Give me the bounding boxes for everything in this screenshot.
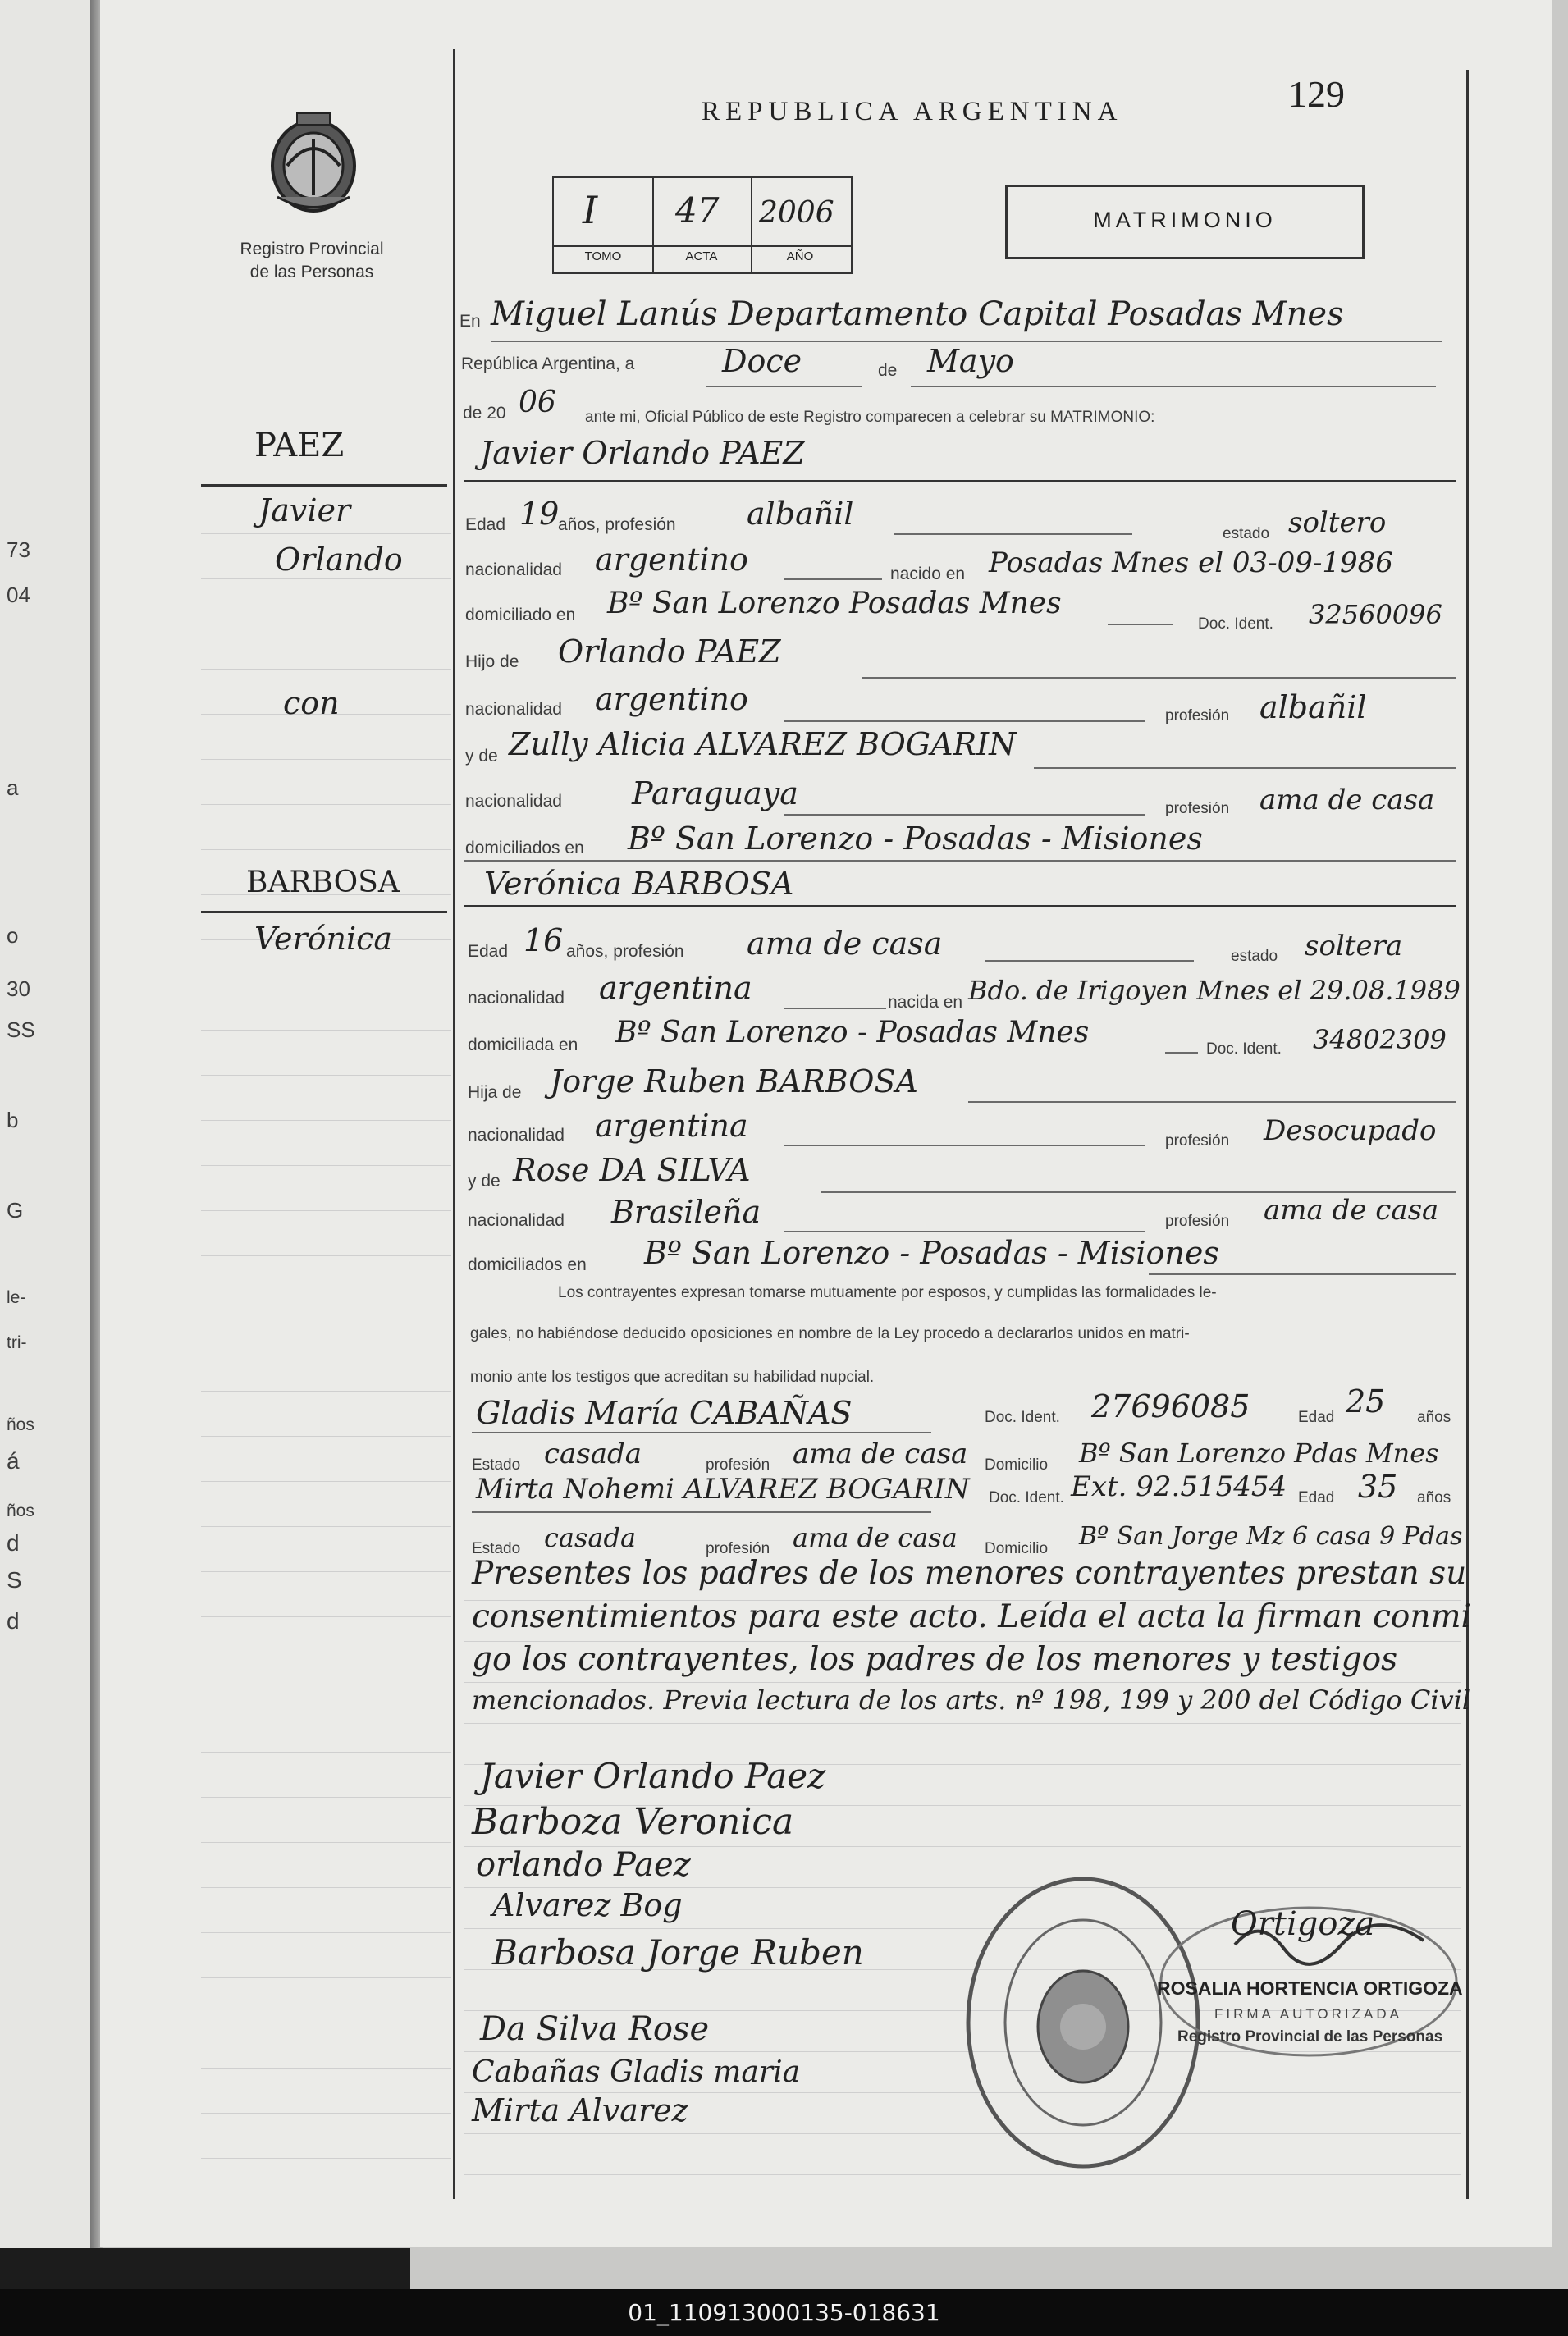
ruled-line: [201, 1932, 451, 1933]
profesion-label: profesión: [706, 1540, 770, 1557]
underline: [894, 533, 1132, 535]
domicilio-label: Domicilio: [985, 1540, 1049, 1557]
ruled-line: [201, 1436, 451, 1437]
bride-mother: Rose DA SILVA: [513, 1152, 751, 1188]
edge-mark: 30: [7, 976, 30, 1001]
profesion-label: profesión: [706, 1456, 770, 1474]
ruled-line: [201, 578, 451, 579]
underline: [706, 386, 862, 387]
underline: [472, 1511, 931, 1513]
en-label: En: [459, 312, 481, 331]
edge-mark: le-: [7, 1288, 26, 1307]
ruled-line: [201, 759, 451, 760]
bride-mother-profession: ama de casa: [1264, 1194, 1439, 1227]
edge-mark: b: [7, 1108, 19, 1132]
act-type-title: MATRIMONIO: [1093, 208, 1277, 232]
ruled-line: [201, 1075, 451, 1076]
profesion-label: profesión: [1165, 800, 1230, 817]
margin-divider: [201, 911, 447, 913]
witness2-profession: ama de casa: [793, 1522, 958, 1553]
bride-address: Bº San Lorenzo - Posadas Mnes: [615, 1016, 1090, 1049]
estado-label: estado: [1223, 525, 1270, 542]
groom-profession: albañil: [747, 496, 854, 532]
underline: [862, 677, 1456, 679]
signature: Barbosa Jorge Ruben: [492, 1932, 864, 1973]
witness2-name: Mirta Nohemi ALVAREZ BOGARIN: [476, 1473, 970, 1506]
underline: [1034, 767, 1456, 769]
ruled-line: [201, 804, 451, 805]
groom-parents-address: Bº San Lorenzo - Posadas - Misiones: [628, 821, 1203, 857]
nacionalidad-label: nacionalidad: [468, 989, 565, 1008]
edad-label: Edad: [465, 515, 506, 534]
groom-mother-profession: ama de casa: [1259, 784, 1435, 816]
groom-age: 19: [519, 496, 560, 532]
underline: [784, 578, 882, 580]
witness2-age: 35: [1358, 1469, 1398, 1505]
edge-mark: o: [7, 923, 19, 948]
statement-text: ante mi, Oficial Público de este Registro comparecen a celebrar su MATRIMONIO:: [585, 409, 1155, 426]
ruled-line: [464, 1723, 1461, 1724]
witness2-status: casada: [544, 1522, 637, 1553]
profesion-label: profesión: [1165, 1213, 1230, 1230]
edge-mark: tri-: [7, 1333, 27, 1352]
underline: [464, 860, 1456, 862]
nacionalidad-label: nacionalidad: [465, 560, 562, 579]
ruled-line: [201, 2068, 451, 2069]
note-line: Presentes los padres de los menores contrayentes prestan su: [472, 1555, 1467, 1592]
domiciliada-label: domiciliada en: [468, 1035, 578, 1054]
edge-mark: d: [7, 1530, 20, 1556]
underline: [784, 1231, 1145, 1232]
hijo-label: Hijo de: [465, 652, 519, 671]
ano-label: AÑO: [786, 249, 814, 263]
ruled-line: [201, 1165, 451, 1166]
official-institution: Registro Provincial de las Personas: [1177, 2028, 1443, 2046]
margin-groom-given1: Javier: [258, 492, 351, 528]
nacido-label: nacido en: [890, 565, 966, 583]
nacionalidad-label: nacionalidad: [468, 1126, 565, 1145]
witness1-age: 25: [1346, 1383, 1386, 1419]
bride-age: 16: [523, 922, 564, 958]
underline: [911, 386, 1436, 387]
doc-label: Doc. Ident.: [1198, 615, 1273, 633]
ruled-line: [464, 1682, 1461, 1683]
groom-birth: Posadas Mnes el 03-09-1986: [989, 546, 1393, 579]
note-line: go los contrayentes, los padres de los menores y testigos: [472, 1641, 1398, 1678]
signature: Mirta Alvarez: [472, 2092, 688, 2128]
underline: [1165, 1052, 1198, 1054]
edge-mark: á: [7, 1448, 20, 1474]
groom-full-name: Javier Orlando PAEZ: [480, 435, 805, 471]
anos-label: años: [1417, 1409, 1451, 1426]
underline: [491, 341, 1442, 342]
acta-value: 47: [675, 190, 720, 231]
y-de-label: y de: [468, 1172, 501, 1191]
groom-nationality: argentino: [595, 542, 748, 578]
bride-father: Jorge Ruben BARBOSA: [550, 1063, 918, 1099]
bride-full-name: Verónica BARBOSA: [484, 866, 794, 902]
de-label: de: [878, 361, 898, 380]
hija-label: Hija de: [468, 1083, 522, 1102]
nacionalidad-label: nacionalidad: [468, 1211, 565, 1230]
day-value: Doce: [722, 343, 802, 379]
groom-father-profession: albañil: [1259, 689, 1367, 725]
groom-father-nationality: argentino: [595, 681, 748, 717]
anos-label: años: [1417, 1489, 1451, 1506]
ruled-line: [201, 2113, 451, 2114]
ruled-line: [201, 669, 451, 670]
witness2-doc: Ext. 92.515454: [1071, 1470, 1287, 1503]
edad-label: Edad: [1298, 1409, 1335, 1426]
groom-mother-nationality: Paraguaya: [632, 775, 798, 811]
bride-birth: Bdo. de Irigoyen Mnes el 29.08.1989: [968, 975, 1461, 1006]
ruled-line: [201, 849, 451, 850]
groom-civil-status: soltero: [1288, 506, 1387, 539]
country-title: REPUBLICA ARGENTINA: [702, 97, 1123, 126]
official-title: FIRMA AUTORIZADA: [1214, 2006, 1402, 2022]
registry-name-line1: Registro Provincial: [240, 240, 384, 258]
ruled-line: [201, 1210, 451, 1211]
signature: Alvarez Bog: [492, 1887, 683, 1923]
bride-father-profession: Desocupado: [1264, 1114, 1437, 1147]
edge-mark: d: [7, 1608, 20, 1634]
record-number-box: [552, 176, 853, 274]
doc-label: Doc. Ident.: [1206, 1040, 1282, 1058]
signature: orlando Paez: [476, 1846, 691, 1884]
underline: [985, 960, 1194, 962]
witness1-status: casada: [544, 1438, 642, 1470]
margin-groom-surname: PAEZ: [254, 427, 345, 464]
place-value: Miguel Lanús Departamento Capital Posadas Mnes: [491, 295, 1344, 333]
note-line: mencionados. Previa lectura de los arts. nº 198, 199 y 200 del Código Civil: [472, 1685, 1471, 1716]
underline: [472, 1432, 931, 1433]
domiciliados-label: domiciliados en: [468, 1255, 587, 1274]
edad-label: Edad: [468, 942, 509, 961]
signature: Da Silva Rose: [480, 2010, 710, 2048]
ruled-line: [201, 1030, 451, 1031]
official-signature: Ortigoza: [1231, 1905, 1375, 1943]
tomo-value: I: [583, 188, 598, 232]
year-prefix: de 20: [463, 404, 506, 423]
coat-of-arms-icon: [263, 107, 365, 222]
official-name: ROSALIA HORTENCIA ORTIGOZA: [1157, 1977, 1463, 1999]
edad-label: Edad: [1298, 1489, 1335, 1506]
witness1-address: Bº San Lorenzo Pdas Mnes: [1079, 1438, 1439, 1469]
margin-divider: [201, 484, 447, 487]
right-border-line: [1466, 70, 1469, 2199]
ruled-line: [201, 1977, 451, 1978]
profesion-label: profesión: [1165, 1132, 1230, 1150]
y-de-label: y de: [465, 747, 498, 766]
profesion-label: años, profesión: [558, 515, 676, 534]
ruled-line: [201, 1752, 451, 1753]
left-page-edge: [0, 0, 93, 2273]
margin-con: con: [283, 685, 340, 721]
ruled-line: [201, 1481, 451, 1482]
witness1-name: Gladis María CABAÑAS: [476, 1395, 853, 1431]
republic-label: República Argentina, a: [461, 354, 635, 373]
note-line: consentimientos para este acto. Leída el acta la firman conmi: [472, 1598, 1471, 1635]
signature: Barboza Veronica: [472, 1801, 794, 1843]
edge-mark: ños: [7, 1502, 34, 1520]
tomo-label: TOMO: [584, 249, 622, 263]
ruled-line: [201, 1120, 451, 1121]
nacionalidad-label: nacionalidad: [465, 700, 562, 719]
margin-bride-surname: BARBOSA: [246, 866, 400, 899]
underline: [784, 814, 1145, 816]
bride-parents-address: Bº San Lorenzo - Posadas - Misiones: [644, 1235, 1219, 1271]
edge-mark: 73: [7, 537, 30, 562]
edge-mark: S: [7, 1567, 22, 1593]
groom-address: Bº San Lorenzo Posadas Mnes: [607, 587, 1062, 620]
ruled-line: [201, 533, 451, 534]
nacida-label: nacida en: [888, 993, 963, 1012]
ruled-line: [201, 1571, 451, 1572]
signature: Javier Orlando Paez: [480, 1756, 826, 1796]
domicilio-label: Domicilio: [985, 1456, 1049, 1474]
estado-label: estado: [1231, 948, 1278, 965]
bride-profession: ama de casa: [747, 926, 943, 962]
legal-text-line3: monio ante los testigos que acreditan su habilidad nupcial.: [470, 1369, 875, 1386]
year-suffix: 06: [519, 386, 556, 419]
legal-text-line2: gales, no habiéndose deducido oposiciones en nombre de la Ley procedo a declararlos unidos en matri-: [470, 1325, 1190, 1342]
underline: [968, 1101, 1456, 1103]
underline: [1108, 624, 1173, 625]
image-code-bar: [0, 2289, 1568, 2336]
edge-mark: SS: [7, 1017, 35, 1042]
edge-mark: G: [7, 1198, 24, 1223]
doc-label: Doc. Ident.: [989, 1489, 1064, 1506]
domiciliados-label: domiciliados en: [465, 839, 584, 857]
edge-mark: a: [7, 775, 19, 800]
doc-label: Doc. Ident.: [985, 1409, 1060, 1426]
legal-text-line1: Los contrayentes expresan tomarse mutuamente por esposos, y cumplidas las formalidades le-: [558, 1284, 1217, 1301]
ruled-line: [201, 2158, 451, 2159]
underline: [784, 1145, 1145, 1146]
ruled-line: [201, 1887, 451, 1888]
margin-column-line: [453, 49, 455, 2199]
ruled-line: [464, 2174, 1461, 2175]
ruled-line: [201, 1616, 451, 1617]
bride-mother-nationality: Brasileña: [611, 1194, 761, 1230]
witness1-doc: 27696085: [1091, 1388, 1250, 1424]
profesion-label: profesión: [1165, 707, 1230, 725]
bride-civil-status: soltera: [1305, 930, 1403, 962]
domiciliado-label: domiciliado en: [465, 606, 576, 624]
page-number: 129: [1288, 73, 1345, 115]
acta-label: ACTA: [685, 249, 718, 263]
act-type-box: [1005, 185, 1365, 259]
ruled-line: [201, 1842, 451, 1843]
groom-doc: 32560096: [1309, 599, 1442, 630]
edge-mark: ños: [7, 1415, 34, 1434]
bride-nationality: argentina: [599, 970, 752, 1006]
signature: Cabañas Gladis maria: [472, 2055, 801, 2089]
month-value: Mayo: [927, 343, 1014, 379]
bride-father-nationality: argentina: [595, 1108, 748, 1144]
underline: [821, 1191, 1456, 1193]
ano-value: 2006: [759, 196, 834, 230]
groom-father: Orlando PAEZ: [558, 633, 781, 670]
margin-bride-given: Verónica: [254, 921, 393, 957]
ruled-line: [201, 1526, 451, 1527]
underline: [784, 720, 1145, 722]
registry-name-line2: de las Personas: [249, 263, 374, 281]
background-corner: [0, 2248, 410, 2289]
witness2-address: Bº San Jorge Mz 6 casa 9 Pdas: [1079, 1522, 1463, 1551]
underline: [784, 1008, 886, 1009]
ruled-line: [201, 1797, 451, 1798]
ruled-line: [201, 1255, 451, 1256]
image-code: 01_110913000135-018631: [628, 2299, 940, 2326]
nacionalidad-label: nacionalidad: [465, 792, 562, 811]
estado-label: Estado: [472, 1540, 521, 1557]
ruled-line: [201, 1391, 451, 1392]
edge-mark: 04: [7, 583, 30, 607]
section-divider: [464, 905, 1456, 907]
section-divider: [464, 480, 1456, 482]
underline: [1149, 1273, 1456, 1275]
bride-doc: 34802309: [1313, 1024, 1447, 1055]
margin-groom-given2: Orlando: [275, 542, 403, 578]
estado-label: Estado: [472, 1456, 521, 1474]
witness1-profession: ama de casa: [793, 1438, 968, 1470]
profesion-label: años, profesión: [566, 942, 684, 961]
groom-mother: Zully Alicia ALVAREZ BOGARIN: [509, 726, 1017, 762]
